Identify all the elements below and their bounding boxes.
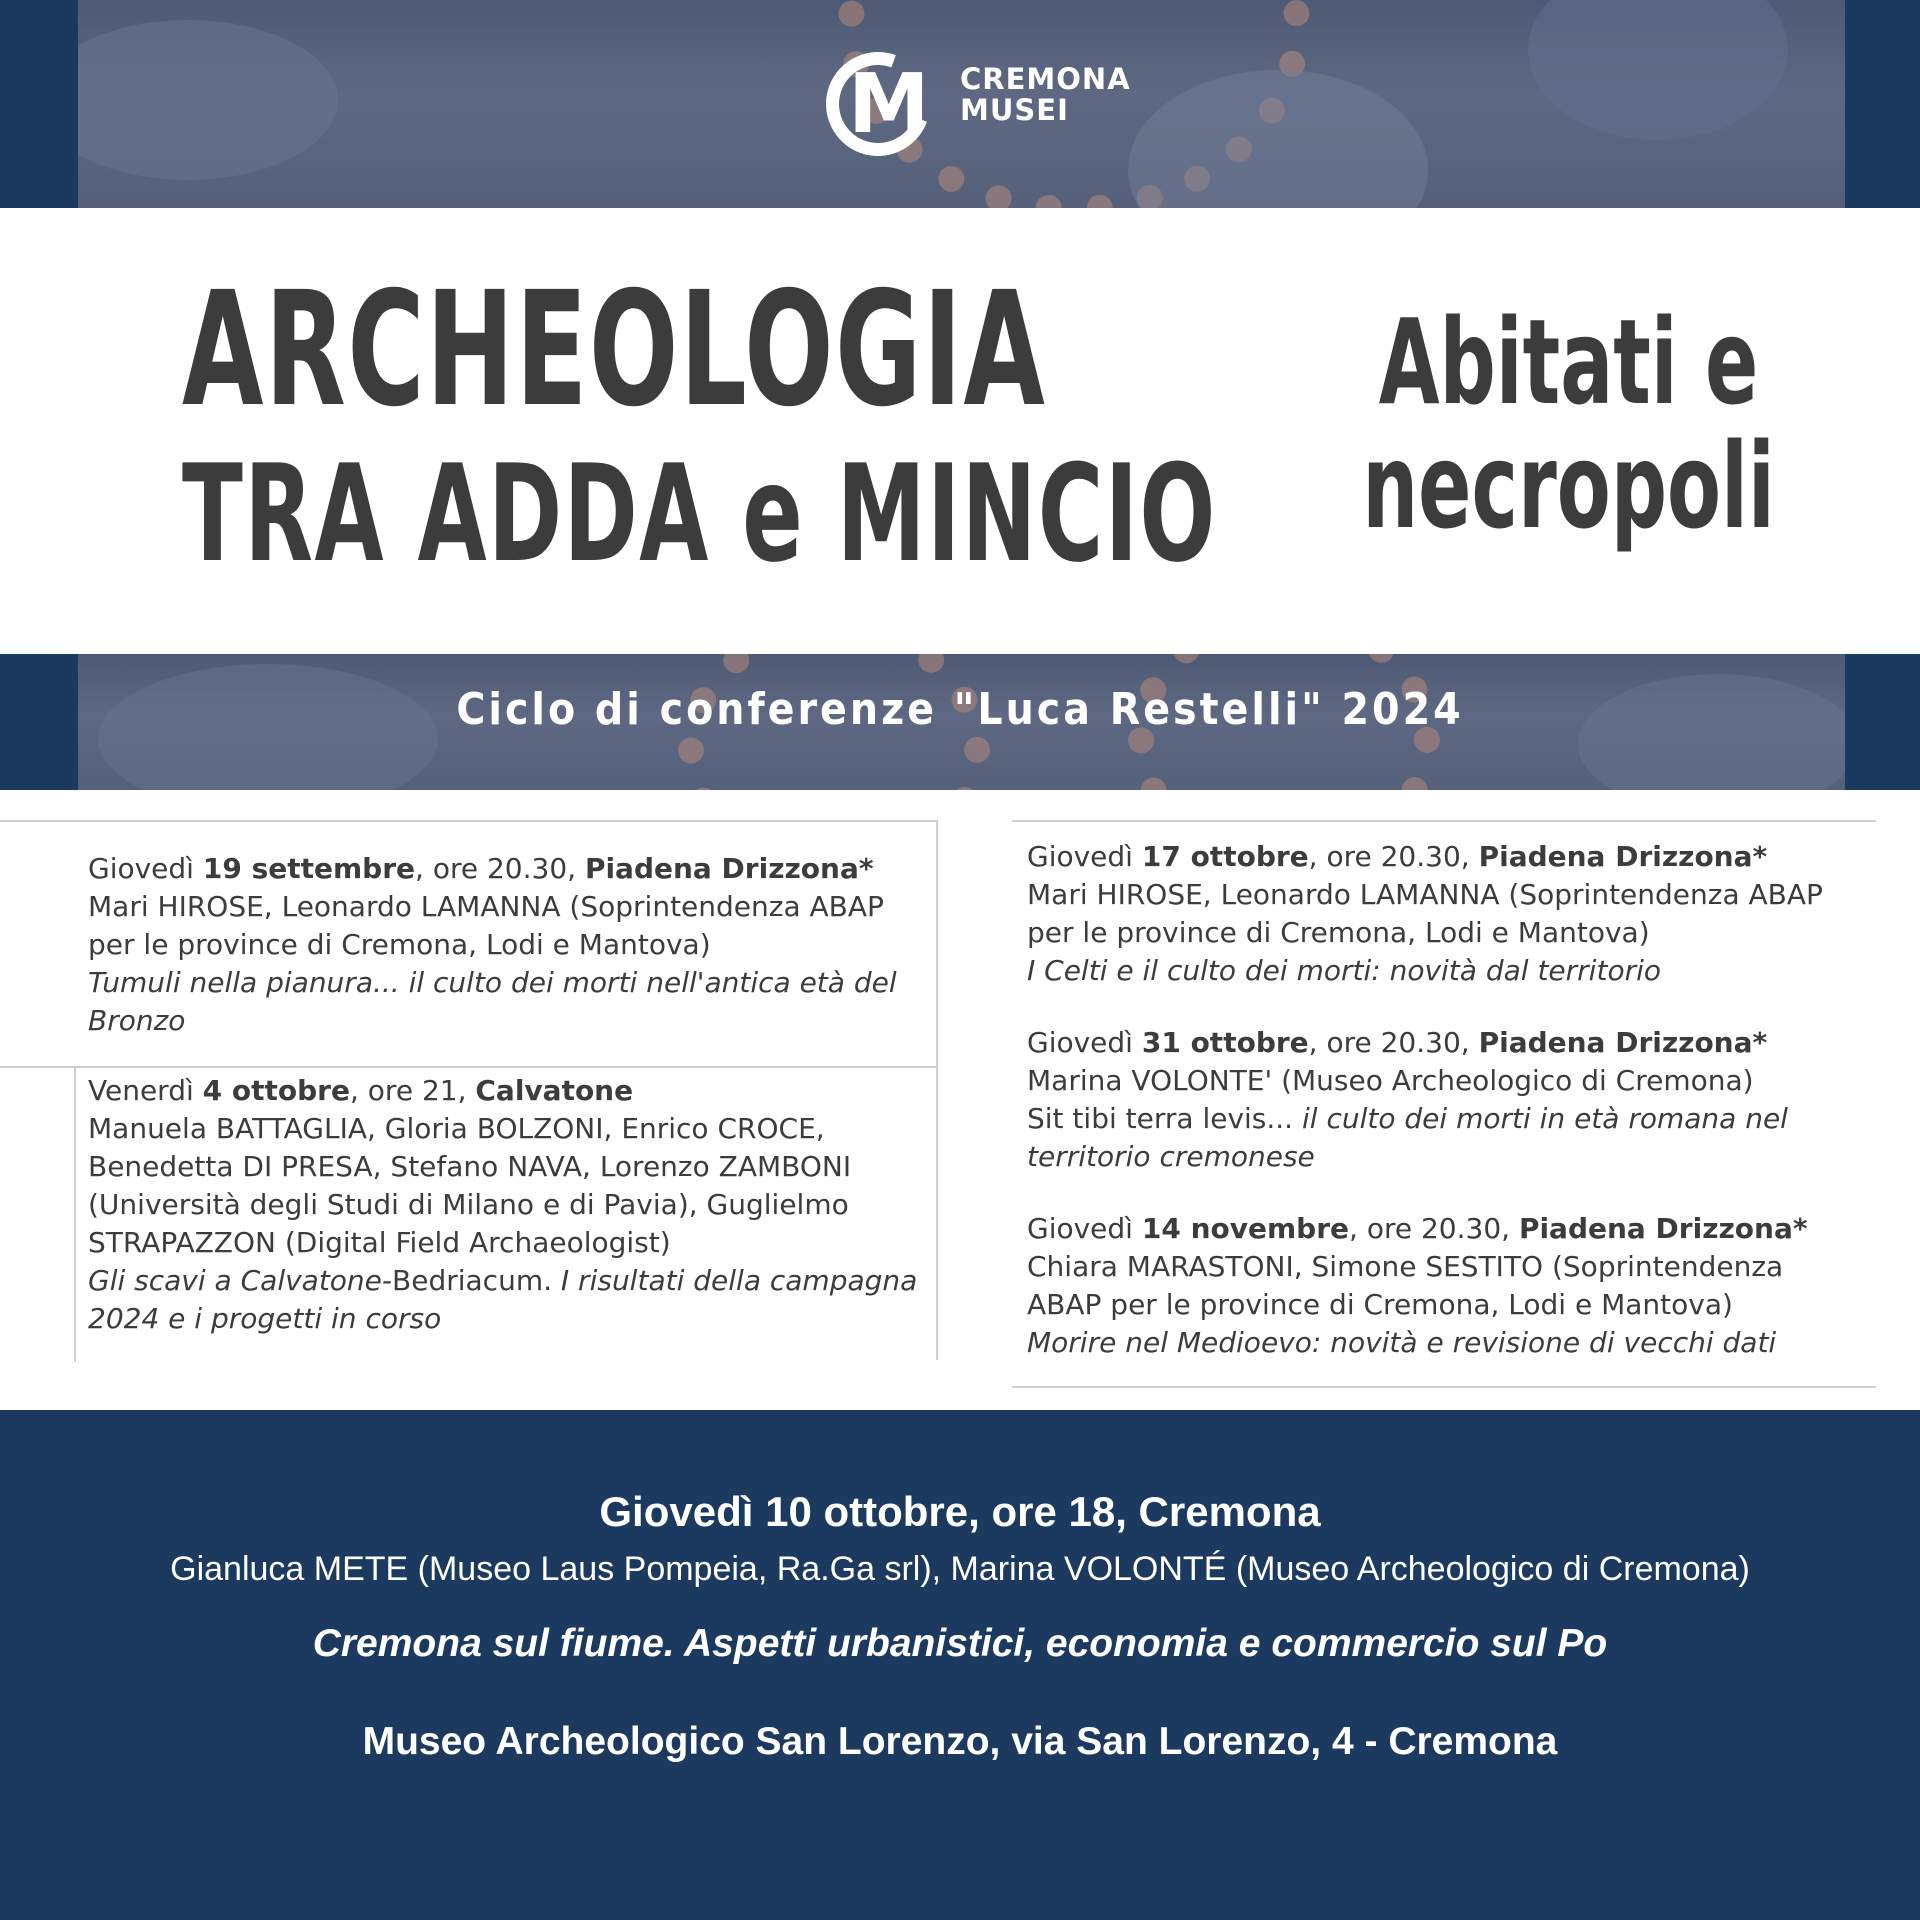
event-talk: I Celti e il culto dei morti: novità dal territorio — [1027, 954, 1661, 987]
event-heading: Venerdì 4 ottobre, ore 21, Calvatone — [88, 1074, 634, 1107]
event-heading: Giovedì 31 ottobre, ore 20.30, Piadena Drizzona* — [1027, 1026, 1768, 1059]
event-item — [1027, 1024, 1859, 1176]
event-speakers: Mari HIROSE, Leonardo LAMANNA (Soprintendenza ABAP per le province di Cremona, Lodi e Mantova) — [1027, 878, 1823, 949]
event-speakers: Chiara MARASTONI, Simone SESTITO (Soprintendenza ABAP per le province di Cremona, Lodi e Mantova) — [1027, 1250, 1784, 1321]
event-talk: Morire nel Medioevo: novità e revisione di vecchi dati — [1027, 1326, 1777, 1359]
event-item — [1027, 838, 1859, 990]
featured-speakers: Gianluca METE (Museo Laus Pompeia, Ra.Ga srl), Marina VOLONTÉ (Museo Archeologico di Cremona) — [170, 1550, 1750, 1588]
divider — [0, 820, 938, 822]
event-item — [1027, 1210, 1859, 1362]
logo-monogram: M — [848, 57, 926, 152]
event-item — [88, 850, 920, 1040]
divider — [1012, 820, 1876, 822]
event-heading: Giovedì 19 settembre, ore 20.30, Piadena Drizzona* — [88, 852, 874, 885]
main-title-line2: TRA ADDA e MINCIO — [182, 436, 1217, 592]
side-title-line1: Abitati e — [1378, 293, 1759, 431]
main-title-line1: ARCHEOLOGIA — [182, 258, 1047, 442]
event-talk: Gli scavi a Calvatone-Bedriacum. I risultati della campagna 2024 e i progetti in corso — [88, 1264, 918, 1335]
series-subtitle: Ciclo di conferenze "Luca Restelli" 2024 — [456, 684, 1464, 735]
divider — [1012, 1386, 1876, 1388]
divider — [936, 820, 938, 1360]
divider — [0, 1066, 938, 1068]
side-title-line2: necropoli — [1362, 417, 1775, 555]
event-speakers: Mari HIROSE, Leonardo LAMANNA (Soprintendenza ABAP per le province di Cremona, Lodi e Mantova) — [88, 890, 884, 961]
event-talk: Sit tibi terra levis... il culto dei morti in età romana nel territorio cremonese — [1027, 1102, 1788, 1173]
event-speakers: Marina VOLONTE' (Museo Archeologico di Cremona) — [1027, 1064, 1754, 1097]
side-title — [1348, 293, 1789, 555]
divider — [74, 1066, 76, 1362]
title-band — [0, 208, 1920, 654]
featured-event-footer — [0, 1410, 1920, 1920]
event-heading: Giovedì 14 novembre, ore 20.30, Piadena Drizzona* — [1027, 1212, 1808, 1245]
featured-talk: Cremona sul fiume. Aspetti urbanistici, economia e commercio sul Po — [312, 1622, 1608, 1665]
event-speakers: Manuela BATTAGLIA, Gloria BOLZONI, Enrico CROCE, Benedetta DI PRESA, Stefano NAVA, Lorenzo ZAMBONI (Università degli Studi di Milano e di Pavia), Guglielmo STRAPAZZON (Digital Field Archaeologist) — [88, 1112, 852, 1259]
logo-text: CREMONA MUSEI — [960, 62, 1131, 127]
event-item — [88, 1072, 920, 1338]
featured-venue: Museo Archeologico San Lorenzo, via San Lorenzo, 4 - Cremona — [362, 1720, 1558, 1763]
event-talk: Tumuli nella pianura... il culto dei morti nell'antica età del Bronzo — [88, 966, 897, 1037]
cremona-musei-logo — [826, 50, 1156, 170]
featured-date: Giovedì 10 ottobre, ore 18, Cremona — [599, 1488, 1321, 1535]
event-heading: Giovedì 17 ottobre, ore 20.30, Piadena Drizzona* — [1027, 840, 1768, 873]
main-title — [182, 258, 1217, 594]
